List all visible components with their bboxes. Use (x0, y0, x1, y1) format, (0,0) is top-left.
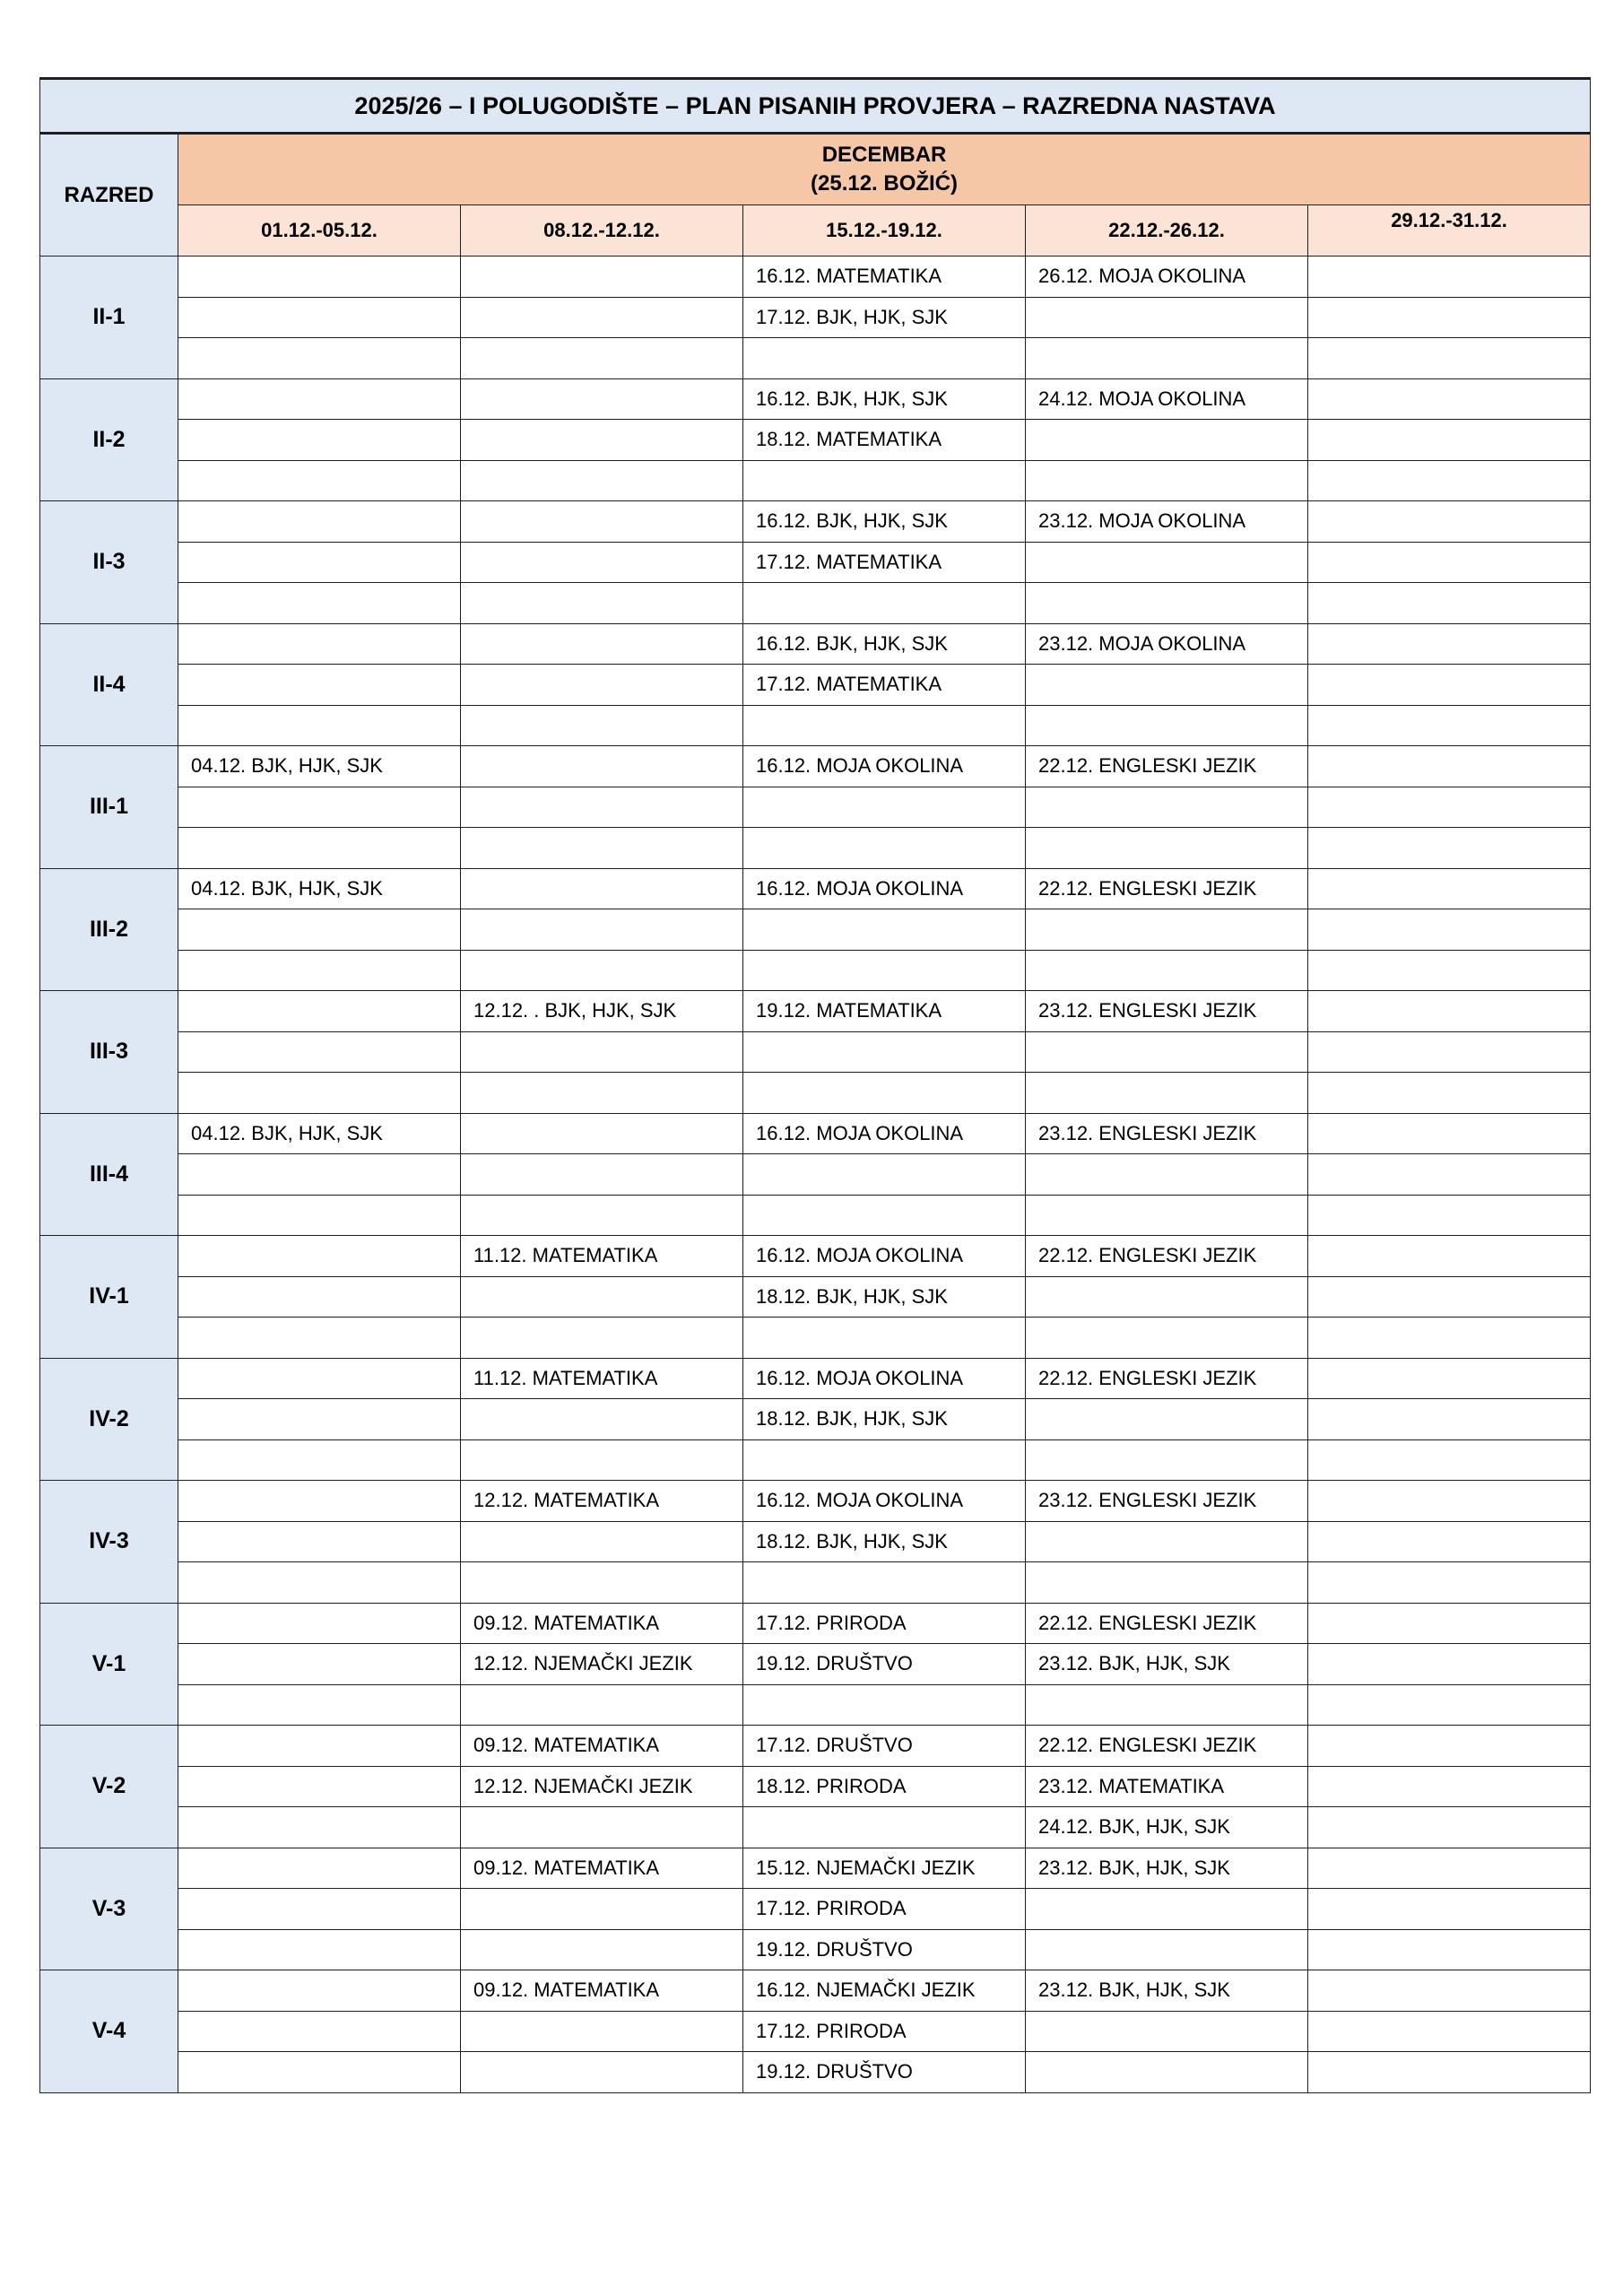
schedule-cell (461, 257, 743, 298)
schedule-cell (1308, 1073, 1591, 1114)
schedule-cell (1308, 2011, 1591, 2052)
schedule-cell (178, 378, 461, 420)
schedule-cell (1308, 378, 1591, 420)
schedule-cell: 16.12. NJEMAČKI JEZIK (743, 1970, 1026, 2012)
schedule-cell (743, 1318, 1026, 1359)
class-label: V-4 (40, 1970, 178, 2093)
class-label: III-2 (40, 868, 178, 991)
schedule-cell: 04.12. BJK, HJK, SJK (178, 1113, 461, 1154)
schedule-cell: 11.12. MATEMATIKA (461, 1358, 743, 1399)
schedule-cell (1308, 1031, 1591, 1073)
schedule-cell (461, 1439, 743, 1481)
schedule-cell (1308, 297, 1591, 338)
schedule-cell (461, 1929, 743, 1970)
schedule-cell: 16.12. MOJA OKOLINA (743, 868, 1026, 909)
table-row (40, 1073, 1591, 1114)
schedule-cell: 23.12. MOJA OKOLINA (1026, 623, 1308, 665)
class-label: II-2 (40, 378, 178, 501)
schedule-cell (461, 338, 743, 379)
table-row (40, 1113, 1591, 1154)
schedule-cell (461, 542, 743, 583)
schedule-cell: 17.12. PRIRODA (743, 1889, 1026, 1930)
schedule-cell (1308, 1113, 1591, 1154)
schedule-cell: 22.12. ENGLESKI JEZIK (1026, 1358, 1308, 1399)
schedule-cell (461, 2052, 743, 2093)
schedule-cell: 18.12. BJK, HJK, SJK (743, 1399, 1026, 1440)
table-row (40, 1481, 1591, 1522)
schedule-cell (1308, 1684, 1591, 1726)
table-row (40, 583, 1591, 624)
table-row (40, 1154, 1591, 1196)
schedule-cell: 22.12. ENGLESKI JEZIK (1026, 1236, 1308, 1277)
schedule-cell (1308, 1970, 1591, 2012)
schedule-cell (743, 338, 1026, 379)
schedule-cell (178, 1439, 461, 1481)
schedule-cell (1308, 501, 1591, 543)
schedule-cell (743, 1195, 1026, 1236)
schedule-cell: 16.12. MOJA OKOLINA (743, 1358, 1026, 1399)
month-header (178, 134, 1591, 205)
table-row (40, 1236, 1591, 1277)
class-label: V-1 (40, 1603, 178, 1726)
table-row (40, 1970, 1591, 2012)
schedule-cell (1026, 828, 1308, 869)
schedule-cell: 16.12. BJK, HJK, SJK (743, 501, 1026, 543)
schedule-cell (1308, 1889, 1591, 1930)
schedule-cell (1308, 1766, 1591, 1807)
schedule-cell (1308, 2052, 1591, 2093)
document-title: 2025/26 – I POLUGODIŠTE – PLAN PISANIH PROVJERA – RAZREDNA NASTAVA (40, 79, 1591, 134)
schedule-cell (178, 583, 461, 624)
schedule-cell (1026, 1276, 1308, 1318)
schedule-cell: 19.12. DRUŠTVO (743, 1929, 1026, 1970)
table-row (40, 623, 1591, 665)
schedule-cell (461, 787, 743, 828)
schedule-cell (178, 950, 461, 991)
table-row (40, 1684, 1591, 1726)
table-row (40, 1889, 1591, 1930)
week-header: 22.12.-26.12. (1026, 205, 1308, 257)
schedule-cell: 24.12. MOJA OKOLINA (1026, 378, 1308, 420)
schedule-cell (461, 583, 743, 624)
schedule-cell (1026, 787, 1308, 828)
table-row (40, 1521, 1591, 1562)
schedule-cell (178, 1481, 461, 1522)
schedule-cell (1308, 1848, 1591, 1889)
table-row (40, 2011, 1591, 2052)
schedule-cell (1308, 991, 1591, 1032)
schedule-cell: 22.12. ENGLESKI JEZIK (1026, 868, 1308, 909)
schedule-cell: 18.12. BJK, HJK, SJK (743, 1276, 1026, 1318)
schedule-cell (1026, 338, 1308, 379)
schedule-cell (178, 542, 461, 583)
schedule-cell (178, 705, 461, 746)
schedule-cell (1026, 1195, 1308, 1236)
schedule-cell: 12.12. NJEMAČKI JEZIK (461, 1766, 743, 1807)
table-row (40, 378, 1591, 420)
schedule-cell (178, 1521, 461, 1562)
schedule-cell (1026, 1889, 1308, 1930)
schedule-cell (178, 1970, 461, 2012)
table-row (40, 705, 1591, 746)
schedule-cell: 19.12. DRUŠTVO (743, 2052, 1026, 2093)
schedule-cell (1026, 1929, 1308, 1970)
week-header: 29.12.-31.12. (1308, 205, 1591, 257)
schedule-cell (1026, 1684, 1308, 1726)
schedule-cell (178, 1154, 461, 1196)
schedule-cell: 18.12. BJK, HJK, SJK (743, 1521, 1026, 1562)
schedule-cell: 19.12. MATEMATIKA (743, 991, 1026, 1032)
schedule-cell (1308, 950, 1591, 991)
table-row (40, 1603, 1591, 1644)
schedule-cell: 09.12. MATEMATIKA (461, 1726, 743, 1767)
table-row (40, 828, 1591, 869)
schedule-cell (743, 828, 1026, 869)
schedule-cell (1308, 1726, 1591, 1767)
table-row (40, 1276, 1591, 1318)
table-row (40, 460, 1591, 501)
schedule-cell (461, 1684, 743, 1726)
schedule-cell (1026, 1154, 1308, 1196)
schedule-cell (1026, 950, 1308, 991)
schedule-cell: 12.12. MATEMATIKA (461, 1481, 743, 1522)
schedule-cell (1308, 746, 1591, 787)
schedule-cell (461, 868, 743, 909)
schedule-cell: 23.12. BJK, HJK, SJK (1026, 1848, 1308, 1889)
table-row (40, 1399, 1591, 1440)
schedule-cell (461, 623, 743, 665)
table-row (40, 787, 1591, 828)
schedule-cell: 15.12. NJEMAČKI JEZIK (743, 1848, 1026, 1889)
schedule-cell (1308, 705, 1591, 746)
schedule-cell: 23.12. ENGLESKI JEZIK (1026, 1113, 1308, 1154)
schedule-cell (178, 1195, 461, 1236)
schedule-cell (461, 665, 743, 706)
class-label: III-1 (40, 746, 178, 869)
table-row (40, 1318, 1591, 1359)
schedule-cell (1308, 1644, 1591, 1685)
schedule-cell (178, 501, 461, 543)
schedule-cell: 23.12. MOJA OKOLINA (1026, 501, 1308, 543)
schedule-cell (1308, 1603, 1591, 1644)
table-row (40, 868, 1591, 909)
schedule-cell (178, 338, 461, 379)
schedule-cell (1026, 665, 1308, 706)
schedule-cell (1308, 623, 1591, 665)
schedule-cell: 16.12. MOJA OKOLINA (743, 746, 1026, 787)
schedule-cell (1308, 909, 1591, 951)
schedule-cell: 18.12. MATEMATIKA (743, 420, 1026, 461)
schedule-cell (178, 460, 461, 501)
class-label: III-3 (40, 991, 178, 1114)
table-row (40, 1195, 1591, 1236)
table-row (40, 991, 1591, 1032)
schedule-cell (1026, 705, 1308, 746)
table-row (40, 1358, 1591, 1399)
schedule-cell (743, 705, 1026, 746)
table-row (40, 1807, 1591, 1848)
week-header-row (40, 205, 1591, 257)
schedule-cell (1026, 297, 1308, 338)
schedule-cell (743, 1807, 1026, 1848)
week-header: 08.12.-12.12. (461, 205, 743, 257)
schedule-cell (743, 909, 1026, 951)
table-row (40, 257, 1591, 298)
schedule-cell: 12.12. NJEMAČKI JEZIK (461, 1644, 743, 1685)
schedule-cell: 17.12. PRIRODA (743, 2011, 1026, 2052)
schedule-cell: 22.12. ENGLESKI JEZIK (1026, 746, 1308, 787)
schedule-cell: 09.12. MATEMATIKA (461, 1848, 743, 1889)
schedule-cell (461, 746, 743, 787)
schedule-cell (178, 297, 461, 338)
schedule-cell: 16.12. MOJA OKOLINA (743, 1481, 1026, 1522)
schedule-cell (178, 420, 461, 461)
schedule-cell: 17.12. MATEMATIKA (743, 542, 1026, 583)
schedule-cell (743, 1073, 1026, 1114)
schedule-cell (461, 1889, 743, 1930)
schedule-cell (461, 1399, 743, 1440)
schedule-cell (461, 1073, 743, 1114)
schedule-cell (461, 705, 743, 746)
table-row (40, 909, 1591, 951)
schedule-cell: 22.12. ENGLESKI JEZIK (1026, 1726, 1308, 1767)
schedule-cell (1308, 1318, 1591, 1359)
schedule-cell (1308, 1276, 1591, 1318)
schedule-cell (1308, 1236, 1591, 1277)
schedule-cell (1308, 1929, 1591, 1970)
schedule-cell: 17.12. DRUŠTVO (743, 1726, 1026, 1767)
schedule-cell: 22.12. ENGLESKI JEZIK (1026, 1603, 1308, 1644)
schedule-cell (461, 2011, 743, 2052)
schedule-cell (178, 1399, 461, 1440)
schedule-cell: 17.12. PRIRODA (743, 1603, 1026, 1644)
schedule-cell: 17.12. BJK, HJK, SJK (743, 297, 1026, 338)
schedule-cell (1026, 1562, 1308, 1604)
schedule-cell (461, 501, 743, 543)
class-label: II-1 (40, 257, 178, 379)
schedule-cell (1308, 1399, 1591, 1440)
schedule-cell (461, 1562, 743, 1604)
schedule-cell (178, 1031, 461, 1073)
table-row (40, 501, 1591, 543)
table-row (40, 1726, 1591, 1767)
class-label: II-3 (40, 501, 178, 624)
schedule-cell: 11.12. MATEMATIKA (461, 1236, 743, 1277)
schedule-cell (461, 378, 743, 420)
schedule-cell (743, 950, 1026, 991)
schedule-cell: 04.12. BJK, HJK, SJK (178, 868, 461, 909)
schedule-cell (1026, 2011, 1308, 2052)
schedule-cell (743, 1562, 1026, 1604)
schedule-cell (1026, 1521, 1308, 1562)
schedule-cell: 23.12. ENGLESKI JEZIK (1026, 991, 1308, 1032)
schedule-cell: 23.12. BJK, HJK, SJK (1026, 1644, 1308, 1685)
schedule-cell (461, 1113, 743, 1154)
schedule-cell (743, 583, 1026, 624)
schedule-cell: 12.12. . BJK, HJK, SJK (461, 991, 743, 1032)
schedule-cell: 16.12. MOJA OKOLINA (743, 1236, 1026, 1277)
schedule-cell (1308, 542, 1591, 583)
schedule-cell (1026, 420, 1308, 461)
month-name: DECEMBAR (821, 143, 947, 167)
schedule-cell (743, 1684, 1026, 1726)
table-row (40, 1929, 1591, 1970)
schedule-cell (178, 623, 461, 665)
class-label: V-2 (40, 1726, 178, 1848)
schedule-cell: 23.12. BJK, HJK, SJK (1026, 1970, 1308, 2012)
test-schedule-table (39, 77, 1591, 2093)
schedule-cell (1308, 583, 1591, 624)
schedule-cell (178, 787, 461, 828)
schedule-cell: 24.12. BJK, HJK, SJK (1026, 1807, 1308, 1848)
schedule-cell: 16.12. BJK, HJK, SJK (743, 378, 1026, 420)
schedule-cell (461, 420, 743, 461)
schedule-cell (1308, 787, 1591, 828)
schedule-cell: 09.12. MATEMATIKA (461, 1603, 743, 1644)
month-note: (25.12. BOŽIĆ) (811, 171, 959, 196)
schedule-cell (178, 1562, 461, 1604)
class-label: III-4 (40, 1113, 178, 1236)
schedule-cell: 19.12. DRUŠTVO (743, 1644, 1026, 1685)
schedule-cell (1026, 1031, 1308, 1073)
schedule-cell (1026, 1439, 1308, 1481)
schedule-cell: 16.12. MOJA OKOLINA (743, 1113, 1026, 1154)
schedule-cell (743, 1154, 1026, 1196)
schedule-cell (461, 909, 743, 951)
schedule-cell (743, 1031, 1026, 1073)
table-row (40, 1562, 1591, 1604)
week-header: 15.12.-19.12. (743, 205, 1026, 257)
schedule-cell (1308, 257, 1591, 298)
class-label: IV-2 (40, 1358, 178, 1481)
schedule-cell (178, 1318, 461, 1359)
schedule-cell (743, 787, 1026, 828)
table-row (40, 1848, 1591, 1889)
schedule-cell (178, 1766, 461, 1807)
schedule-cell (178, 1889, 461, 1930)
schedule-cell: 04.12. BJK, HJK, SJK (178, 746, 461, 787)
schedule-cell (461, 950, 743, 991)
schedule-cell (461, 1807, 743, 1848)
schedule-cell (178, 2052, 461, 2093)
schedule-cell (1026, 1318, 1308, 1359)
week-header: 01.12.-05.12. (178, 205, 461, 257)
schedule-cell (178, 1848, 461, 1889)
schedule-cell (178, 1276, 461, 1318)
schedule-cell (1308, 1521, 1591, 1562)
schedule-cell (1308, 420, 1591, 461)
schedule-cell (178, 1073, 461, 1114)
class-label: II-4 (40, 623, 178, 746)
schedule-cell (1026, 460, 1308, 501)
schedule-cell (461, 1154, 743, 1196)
schedule-cell (178, 1726, 461, 1767)
schedule-cell (178, 909, 461, 951)
schedule-cell (1308, 460, 1591, 501)
schedule-cell (461, 1521, 743, 1562)
schedule-cell (178, 257, 461, 298)
schedule-cell (1026, 1399, 1308, 1440)
schedule-cell (1308, 1195, 1591, 1236)
table-row (40, 1439, 1591, 1481)
schedule-cell (1308, 828, 1591, 869)
table-row (40, 1031, 1591, 1073)
schedule-cell (178, 1603, 461, 1644)
schedule-cell (461, 460, 743, 501)
schedule-cell (178, 1807, 461, 1848)
schedule-cell (1026, 1073, 1308, 1114)
class-label: IV-1 (40, 1236, 178, 1359)
class-label: IV-3 (40, 1481, 178, 1604)
schedule-cell (743, 460, 1026, 501)
schedule-cell (1308, 338, 1591, 379)
table-row (40, 950, 1591, 991)
schedule-cell (1026, 542, 1308, 583)
schedule-cell (1308, 868, 1591, 909)
schedule-cell (1308, 1562, 1591, 1604)
schedule-cell (1308, 1481, 1591, 1522)
schedule-cell (178, 2011, 461, 2052)
schedule-cell (1026, 909, 1308, 951)
schedule-cell (461, 1195, 743, 1236)
schedule-cell (178, 1929, 461, 1970)
schedule-cell (743, 1439, 1026, 1481)
schedule-cell (178, 1236, 461, 1277)
schedule-cell: 16.12. BJK, HJK, SJK (743, 623, 1026, 665)
schedule-cell (178, 1358, 461, 1399)
table-row (40, 665, 1591, 706)
schedule-cell (461, 828, 743, 869)
schedule-cell (461, 1276, 743, 1318)
schedule-cell (1026, 2052, 1308, 2093)
schedule-cell: 16.12. MATEMATIKA (743, 257, 1026, 298)
schedule-cell (178, 991, 461, 1032)
schedule-cell (1308, 665, 1591, 706)
table-row (40, 338, 1591, 379)
schedule-cell (1308, 1154, 1591, 1196)
schedule-cell (178, 1684, 461, 1726)
table-row (40, 1644, 1591, 1685)
schedule-cell (178, 665, 461, 706)
schedule-cell: 18.12. PRIRODA (743, 1766, 1026, 1807)
table-row (40, 542, 1591, 583)
schedule-cell (461, 1031, 743, 1073)
schedule-cell: 17.12. MATEMATIKA (743, 665, 1026, 706)
schedule-cell (461, 297, 743, 338)
schedule-cell (1308, 1439, 1591, 1481)
schedule-cell (1308, 1807, 1591, 1848)
schedule-cell (178, 828, 461, 869)
table-row (40, 746, 1591, 787)
schedule-cell: 26.12. MOJA OKOLINA (1026, 257, 1308, 298)
schedule-cell: 23.12. MATEMATIKA (1026, 1766, 1308, 1807)
schedule-cell (178, 1644, 461, 1685)
table-row (40, 297, 1591, 338)
schedule-cell (1026, 583, 1308, 624)
class-label: V-3 (40, 1848, 178, 1970)
schedule-cell (1308, 1358, 1591, 1399)
schedule-cell: 23.12. ENGLESKI JEZIK (1026, 1481, 1308, 1522)
table-row (40, 420, 1591, 461)
table-row (40, 2052, 1591, 2093)
schedule-cell (461, 1318, 743, 1359)
table-row (40, 1766, 1591, 1807)
schedule-cell: 09.12. MATEMATIKA (461, 1970, 743, 2012)
razred-header: RAZRED (40, 134, 178, 257)
